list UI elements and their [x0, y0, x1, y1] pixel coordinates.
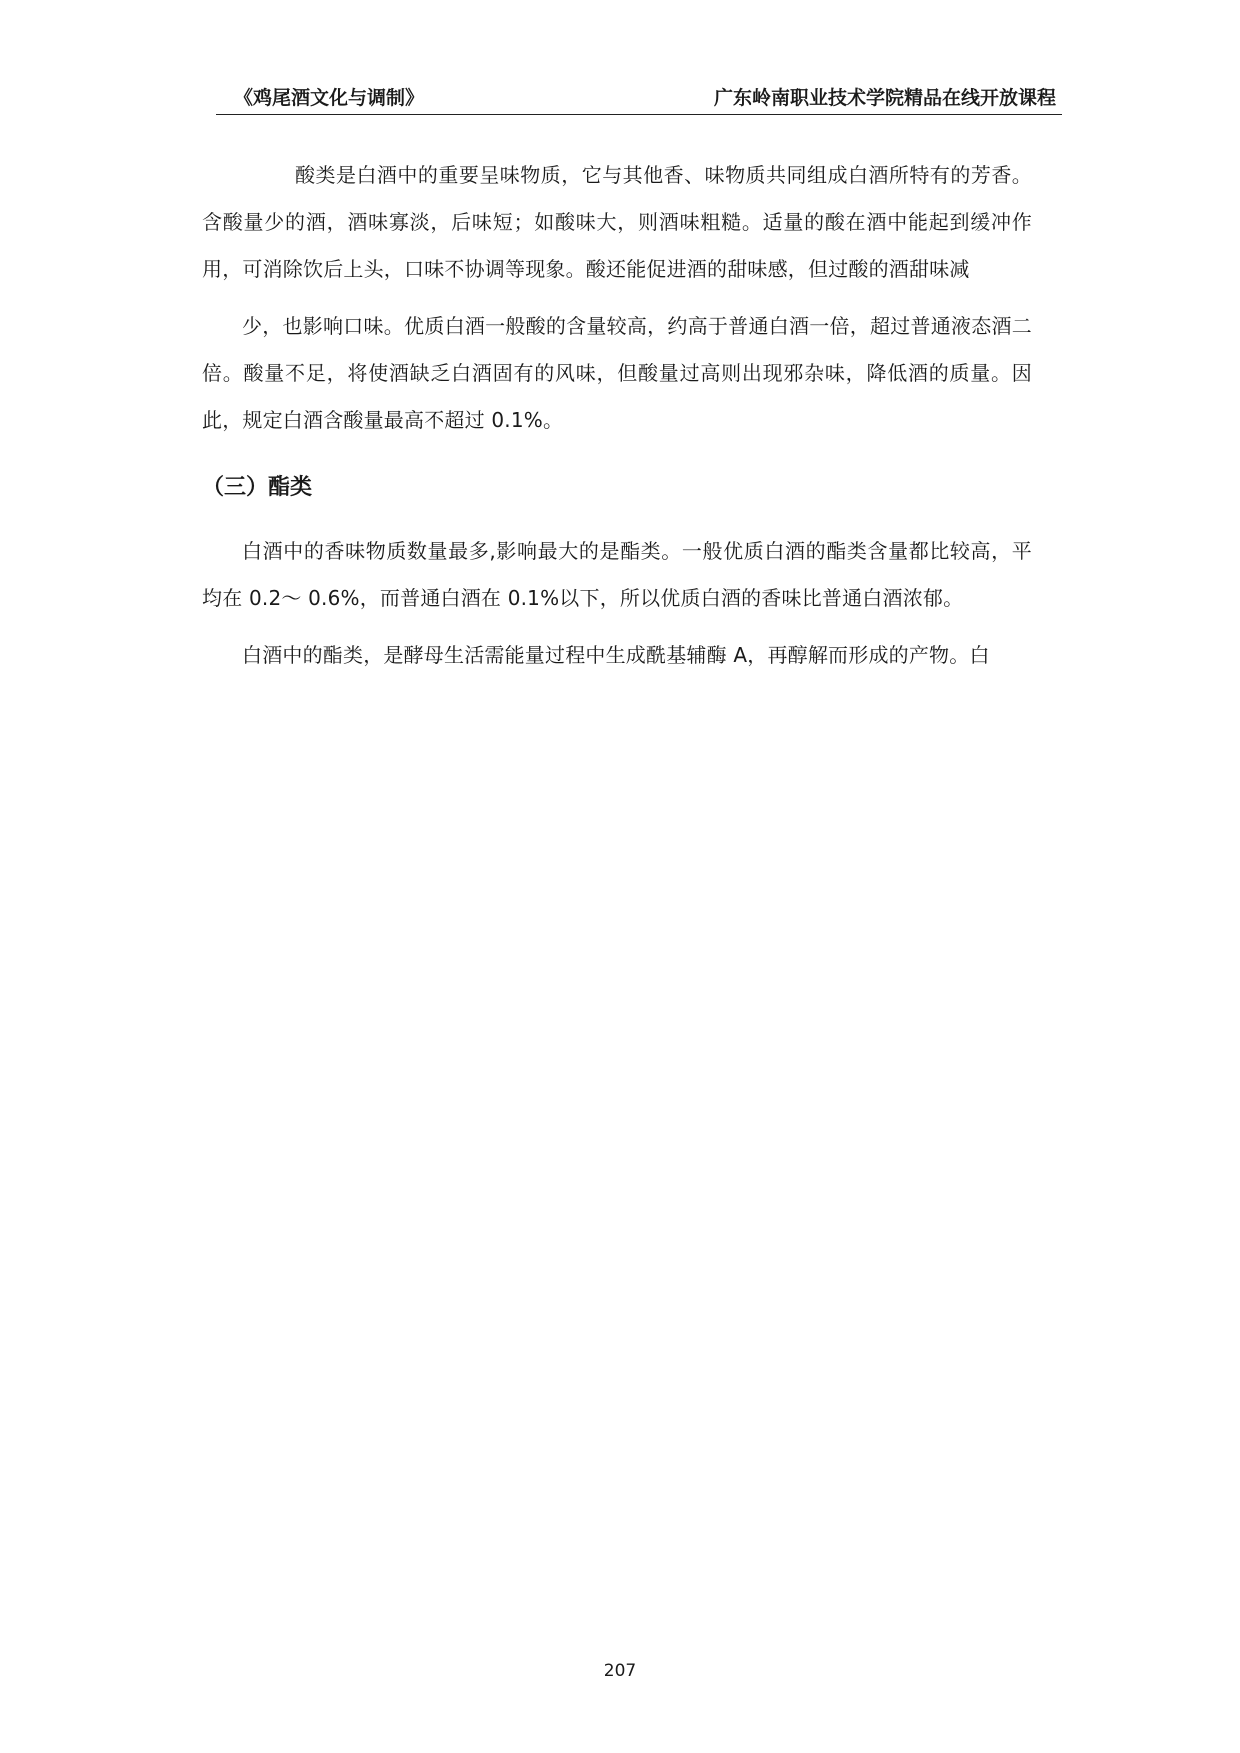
header-course-title: 《鸡尾酒文化与调制》 — [234, 87, 425, 109]
section-heading-esters: （三）酯类 — [202, 475, 313, 500]
page-header — [216, 86, 1062, 115]
paragraph-esters-1: 白酒中的香味物质数量最多,影响最大的是酯类。一般优质白酒的酯类含量都比较高，平均在 0.2～ 0.6%，而普通白酒在 0.1%以下，所以优质白酒的香味比普通白酒浓郁。 — [202, 539, 1032, 610]
header-institution: 广东岭南职业技术学院精品在线开放课程 — [713, 87, 1056, 109]
paragraph-acids-1: 酸类是白酒中的重要呈味物质，它与其他香、味物质共同组成白酒所特有的芳香。含酸量少的酒，酒味寡淡，后味短；如酸味大，则酒味粗糙。适量的酸在酒中能起到缓冲作用，可消除饮后上头，口味不协调等现象。酸还能促进酒的甜味感，但过酸的酒甜味减 — [202, 163, 1032, 281]
paragraph-esters-2: 白酒中的酯类，是酵母生活需能量过程中生成酰基辅酶 A，再醇解而形成的产物。白 — [242, 643, 990, 667]
document-body — [202, 152, 1032, 679]
page-number: 207 — [603, 1661, 637, 1681]
paragraph-acids-2: 少，也影响口味。优质白酒一般酸的含量较高，约高于普通白酒一倍，超过普通液态酒二倍。酸量不足，将使酒缺乏白酒固有的风味，但酸量过高则出现邪杂味，降低酒的质量。因此，规定白酒含酸量最高不超过 0.1%。 — [202, 314, 1032, 432]
